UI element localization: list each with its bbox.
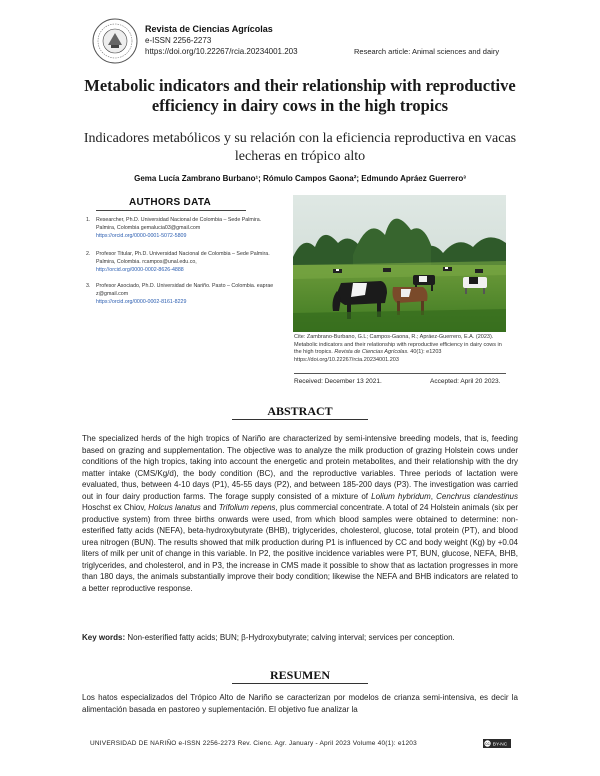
citation-caption (294, 334, 506, 364)
citation-text: Zambrano-Burbano, G.L; Campos-Gaona, R.; Apráez-Guerrero, E.A. (2023). Metabolic indicators and their relationship with reproductive efficiency in dairy cows in the high tropics. (294, 334, 502, 356)
accepted-date: Accepted: April 20 2023. (430, 378, 501, 385)
species-name: Trifolium repens (218, 503, 276, 512)
abstract-divider (232, 419, 368, 420)
abstract-text: The specialized herds of the high tropics of Nariño are characterized by semi-intensive breeding models, that is, feeding based on grazing and supplementation. The objective was to analyze the milk production of grazing Holstein cows under conditions of the high tropics, taking into account the energetic and protein metabolites, and their relationship with the dry matter intake (CMS/Kg/d), the body condition (BC), and the reproductive variables. Three periods of lactation were evaluated, thus, between 4-10 days (P1), 45-55 days (P2), and between 185-200 days (P3). The investigation was carried out in four dairy production farms. The forage supply consisted of a mixture of (82, 434, 518, 501)
orcid-link[interactable]: https://orcid.org/0000-0001-5072-5809 (96, 233, 187, 239)
caption-divider (294, 373, 506, 374)
abstract-text: , plus commercial concentrate. A total of 24 Holstein animals (six per productive system) from three births onwards were used, from which blood samples were obtained to determine: non-esterified fatty acids (NEFA), beta-hydroxybutyrate (BHB), triglycerides, cholesterol, glucose, total protein (PT), and blood urea nitrogen (BUN). The results showed that milk production during P1 is influenced by CC and body weight (Kg) by +0.04 liters of milk per unit of change in this variable. In P2, the positive incidence variables were PT, BUN, glucose, NEFA, BHB, triglycerides, and cholesterol, and in P3, the increase in CMS made it possible to show that as lactation progresses in more than 180 days, the animals substantially improve their body condition; likewise the NEFA and BHB indicators are related to a better reproductive response. (82, 503, 518, 593)
article-type: Research article: Animal sciences and dairy (354, 47, 500, 56)
affiliation-text: Profesor Asociado, Ph.D. Universidad de Nariño. Pasto – Colombia. eaprae z@gmail.com (96, 283, 274, 297)
resumen-divider (232, 683, 368, 684)
abstract-text: , (430, 491, 434, 501)
citation-doi-link[interactable]: https://doi.org/10.22267/rcia.20234001.203 (294, 356, 399, 363)
affiliation-text: Profesor Titular, Ph.D. Universidad Nacional de Colombia – Sede Palmira. Palmira, Colombia. rcampos@unal.edu.co, (96, 251, 270, 265)
abstract-heading: ABSTRACT (267, 404, 333, 418)
author-list: Gema Lucía Zambrano Burbano¹; Rómulo Campos Gaona²; Edmundo Apráez Guerrero³ (134, 174, 466, 183)
authors-data-divider (96, 210, 246, 211)
keywords (82, 632, 518, 644)
journal-name: Revista de Ciencias Agrícolas (145, 24, 273, 34)
journal-issn: e-ISSN 2256-2273 (145, 36, 212, 45)
grazing-cows-photo (293, 195, 506, 332)
article-title: Metabolic indicators and their relationship with reproductive efficiency in dairy cows in the high tropics (84, 76, 516, 115)
citation-volume: 40(1): e1203 (410, 349, 442, 356)
abstract-text: Hoschst ex Chiov, (82, 503, 146, 512)
species-name: Cenchrus clandestinus (436, 491, 518, 501)
affiliation-text: Researcher, Ph.D. Universidad Nacional de Colombia – Sede Palmira. Palmira, Colombia gemalucia03@gmail.com (96, 217, 262, 231)
affiliation-number: 3. (86, 283, 91, 289)
authors-data-heading: AUTHORS DATA (128, 197, 212, 208)
orcid-link[interactable]: http://orcid.org/0000-0002-8626-4888 (96, 267, 184, 273)
keywords-label: Key words: (82, 633, 126, 642)
abstract-body (82, 433, 518, 594)
author-affiliation (86, 250, 276, 274)
creative-commons-license-icon[interactable] (483, 739, 511, 748)
resumen-heading: RESUMEN (269, 668, 330, 682)
author-affiliation (86, 216, 276, 240)
university-seal-logo (92, 18, 138, 64)
page-footer: UNIVERSIDAD DE NARIÑO e-ISSN 2256-2273 Rev. Cienc. Agr. January - April 2023 Volume 40(1): e1203 (90, 740, 417, 747)
affiliation-number: 1. (86, 217, 91, 223)
citation-journal: Revista de Ciencias Agrícolas. (334, 349, 409, 356)
abstract-text: and (203, 503, 217, 512)
orcid-link[interactable]: https://orcid.org/0000-0002-8161-8229 (96, 299, 187, 305)
affiliation-number: 2. (86, 251, 91, 257)
license-label: BY-NC (492, 742, 508, 748)
received-date: Received: December 13 2021. (294, 378, 382, 385)
species-name: Holcus lanatus (148, 503, 201, 512)
citation-label: Cite: (294, 334, 306, 340)
article-doi-link[interactable]: https://doi.org/10.22267/rcia.20234001.203 (145, 47, 298, 56)
article-title-spanish: Indicadores metabólicos y su relación con la eficiencia reproductiva en vacas lecheras en trópico alto (83, 131, 517, 164)
resumen-body: Los hatos especializados del Trópico Alto de Nariño se caracterizan por modelos de crianza semi-intensiva, es decir la alimentación basada en pastoreo y suplementación. El objetivo fue analizar la (82, 693, 518, 714)
svg-text:cc: cc (485, 741, 490, 747)
species-name: Lolium hybridum (371, 491, 431, 501)
author-affiliation (86, 282, 276, 306)
keywords-text: Non-esterified fatty acids; BUN; β-Hydroxybutyrate; calving interval; services per conception. (127, 633, 455, 642)
